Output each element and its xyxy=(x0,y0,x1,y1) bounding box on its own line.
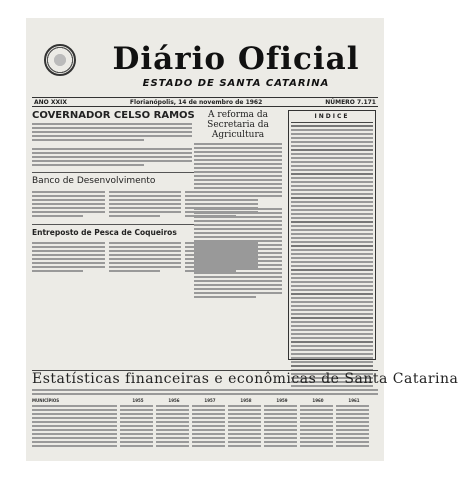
municipios-column-header: MUNICÍPIOS xyxy=(32,398,60,403)
year-header: 1956 xyxy=(168,398,180,403)
edition-year: ANO XXIX xyxy=(34,98,67,106)
statistics-table-header xyxy=(32,398,378,403)
statistics-headline: Estatísticas financeiras e econômicas de Santa Catarina xyxy=(32,371,458,387)
index-box xyxy=(288,110,376,360)
masthead xyxy=(96,42,376,89)
statistics-intro xyxy=(32,389,378,395)
governor-article-body xyxy=(32,123,192,166)
dateline xyxy=(32,97,378,107)
year-header: 1960 xyxy=(312,398,324,403)
bank-headline: Banco de Desenvolvimento xyxy=(32,176,156,186)
index-entries xyxy=(291,125,373,387)
year-header: 1955 xyxy=(132,398,144,403)
masthead-title: Diário Oficial xyxy=(112,41,360,77)
year-header: 1961 xyxy=(348,398,360,403)
place-date: Florianópolis, 14 de novembro de 1962 xyxy=(129,98,263,106)
masthead-subtitle: ESTADO DE SANTA CATARINA xyxy=(142,78,330,89)
issue-number: NÚMERO 7.171 xyxy=(325,98,376,106)
reform-article-body xyxy=(194,143,282,298)
fish-headline: Entreposto de Pesca de Coqueiros xyxy=(32,228,177,237)
year-header: 1959 xyxy=(276,398,288,403)
governor-headline: COVERNADOR CELSO RAMOS xyxy=(32,110,195,121)
index-title: INDICE xyxy=(314,113,350,120)
reform-headline: A reforma da Secretaria da Agricultura xyxy=(207,110,269,140)
year-header: 1957 xyxy=(204,398,216,403)
statistics-table-body xyxy=(32,405,378,448)
year-header: 1958 xyxy=(240,398,252,403)
statistics-section xyxy=(32,370,458,458)
newspaper-page xyxy=(26,18,458,461)
state-seal-icon xyxy=(44,44,76,76)
reform-column xyxy=(194,110,282,300)
